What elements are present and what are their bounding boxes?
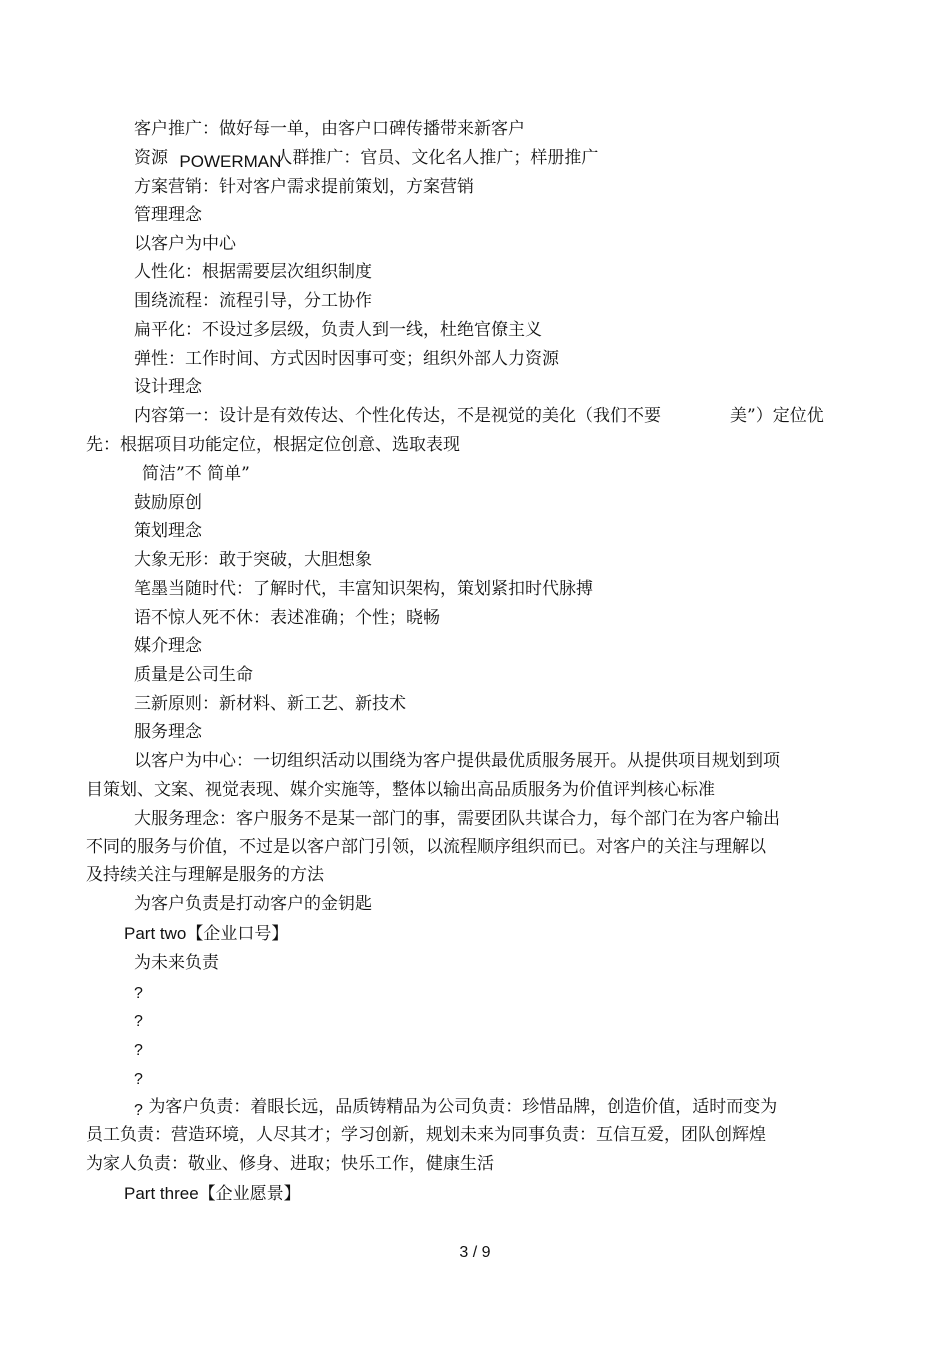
- section-heading: 策划理念: [134, 521, 202, 541]
- text-span: 资源: [134, 148, 168, 168]
- text-line: 以客户为中心: [134, 234, 236, 254]
- bullet-mark: ?: [134, 1042, 143, 1059]
- brand-word: POWERMAN: [179, 152, 282, 171]
- text-span: 为客户负责：着眼长远，品质铸精品为公司负责：珍惜品牌，创造价值，适时而变为: [148, 1097, 778, 1117]
- text-line: 质量是公司生命: [134, 665, 253, 685]
- bullet-mark: ?: [134, 985, 143, 1002]
- text-line: 大服务理念：客户服务不是某一部门的事，需要团队共谋合力，每个部门在为客户输出: [134, 809, 780, 829]
- text-line: 围绕流程：流程引导，分工协作: [134, 291, 372, 311]
- text-line: 先：根据项目功能定位，根据定位创意、选取表现: [86, 435, 460, 455]
- text-line: [134, 1096, 777, 1119]
- section-heading: 服务理念: [134, 722, 202, 742]
- text-line: [134, 147, 598, 169]
- part-heading: [124, 923, 288, 945]
- part-heading: [124, 1183, 301, 1205]
- text-line: 及持续关注与理解是服务的方法: [86, 865, 324, 885]
- text-line: 人性化：根据需要层次组织制度: [134, 262, 372, 282]
- text-line: 简洁”不 简单”: [142, 464, 250, 484]
- text-line: 员工负责：营造环境，人尽其才；学习创新，规划未来为同事负责：互信互爱，团队创辉煌: [86, 1125, 766, 1145]
- text-line: 内容第一：设计是有效传达、个性化传达，不是视觉的美化（我们不要: [134, 406, 661, 426]
- text-line: 美”）定位优: [730, 406, 824, 426]
- text-line: 客户推广：做好每一单，由客户口碑传播带来新客户: [134, 119, 525, 139]
- bullet-mark: ?: [134, 1071, 143, 1088]
- text-line: 不同的服务与价值，不过是以客户部门引领，以流程顺序组织而已。对客户的关注与理解以: [86, 837, 766, 857]
- text-line: 目策划、文案、视觉表现、媒介实施等，整体以输出高品质服务为价值评判核心标准: [86, 780, 715, 800]
- section-heading: 管理理念: [134, 205, 202, 225]
- text-line: 以客户为中心：一切组织活动以围绕为客户提供最优质服务展开。从提供项目规划到项: [134, 751, 780, 771]
- text-line: 扁平化：不设过多层级，负责人到一线，杜绝官僚主义: [134, 320, 542, 340]
- part-title: 【企业口号】: [186, 924, 289, 944]
- page-number: 3 / 9: [459, 1244, 491, 1261]
- text-line: 为未来负责: [134, 953, 219, 973]
- section-heading: 设计理念: [134, 377, 202, 397]
- bullet-mark: ?: [134, 1013, 143, 1030]
- text-line: 三新原则：新材料、新工艺、新技术: [134, 694, 406, 714]
- text-line: 鼓励原创: [134, 493, 202, 513]
- text-span: 人群推广：官员、文化名人推广；样册推广: [275, 148, 599, 168]
- text-line: 语不惊人死不休：表述准确；个性；晓畅: [134, 608, 440, 628]
- text-line: 为家人负责：敬业、修身、进取；快乐工作，健康生活: [86, 1154, 494, 1174]
- text-line: 方案营销：针对客户需求提前策划，方案营销: [134, 177, 474, 197]
- part-title: 【企业愿景】: [198, 1184, 301, 1204]
- text-line: 为客户负责是打动客户的金钥匙: [134, 894, 372, 914]
- section-heading: 媒介理念: [134, 636, 202, 656]
- text-line: 大象无形：敢于突破，大胆想象: [134, 550, 372, 570]
- text-line: 弹性：工作时间、方式因时因事可变；组织外部人力资源: [134, 349, 559, 369]
- text-line: 笔墨当随时代：了解时代，丰富知识架构，策划紧扣时代脉搏: [134, 579, 593, 599]
- part-label: Part two: [124, 924, 187, 943]
- bullet-mark: ?: [134, 1102, 143, 1119]
- part-label: Part three: [124, 1184, 199, 1203]
